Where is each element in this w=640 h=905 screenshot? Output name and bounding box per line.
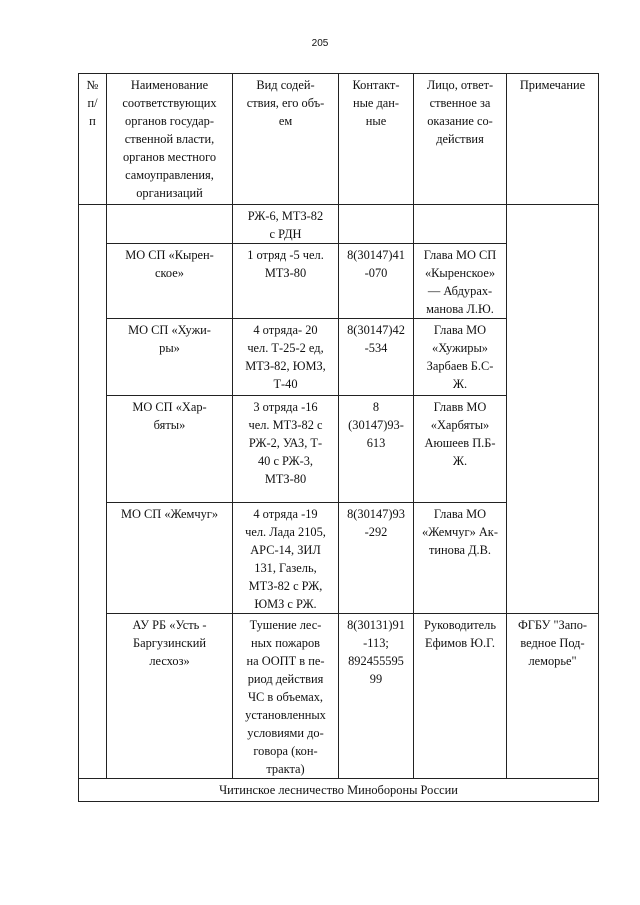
cell-organization: [107, 205, 233, 244]
header-note: Примечание: [507, 74, 599, 205]
cell-contact: 8(30131)91 -113; 892455595 99: [339, 614, 414, 779]
cell-assistance-type: 4 отряда -19 чел. Лада 2105, АРС-14, ЗИЛ 131, Газель, МТЗ-82 с РЖ, ЮМЗ с РЖ.: [233, 503, 339, 614]
cell-assistance-type: Тушение лес- ных пожаров на ООПТ в пе- риод действия ЧС в объемах, установленных условиями до- говора (кон- тракта): [233, 614, 339, 779]
cell-contact: [339, 205, 414, 244]
header-assistance-type: Вид содей- ствия, его объ- ем: [233, 74, 339, 205]
cell-note-merged: [507, 205, 599, 614]
table-row: [79, 205, 599, 244]
cell-contact: 8(30147)42 -534: [339, 319, 414, 396]
assistance-table: [78, 73, 599, 802]
cell-contact: 8(30147)93 -292: [339, 503, 414, 614]
table-header-row: [79, 74, 599, 205]
table-section-row: [79, 779, 599, 802]
cell-responsible-person: [414, 205, 507, 244]
cell-responsible-person: Глава МО СП «Кыренское» — Абдурах- манова Л.Ю.: [414, 244, 507, 319]
cell-responsible-person: Глава МО «Хужиры» Зарбаев Б.С- Ж.: [414, 319, 507, 396]
cell-contact: 8 (30147)93- 613: [339, 396, 414, 503]
cell-number: [79, 205, 107, 779]
cell-organization: МО СП «Кырен- ское»: [107, 244, 233, 319]
cell-organization: МО СП «Хар- бяты»: [107, 396, 233, 503]
cell-note: ФГБУ "Запо- ведное Под- леморье": [507, 614, 599, 779]
page-number: 205: [311, 38, 329, 49]
header-organization: Наименование соответствующих органов государ- ственной власти, органов местного самоуправления, организаций: [107, 74, 233, 205]
cell-assistance-type: 4 отряда- 20 чел. Т-25-2 ед, МТЗ-82, ЮМЗ, Т-40: [233, 319, 339, 396]
header-number: № п/ п: [79, 74, 107, 205]
cell-organization: АУ РБ «Усть - Баргузинский лесхоз»: [107, 614, 233, 779]
cell-responsible-person: Глава МО «Жемчуг» Ак- тинова Д.В.: [414, 503, 507, 614]
cell-responsible-person: Главв МО «Харбяты» Аюшеев П.Б- Ж.: [414, 396, 507, 503]
cell-organization: МО СП «Жемчуг»: [107, 503, 233, 614]
section-heading: Читинское лесничество Минобороны России: [79, 779, 599, 802]
cell-assistance-type: 3 отряда -16 чел. МТЗ-82 с РЖ-2, УАЗ, Т- 40 с РЖ-3, МТЗ-80: [233, 396, 339, 503]
header-responsible-person: Лицо, ответ- ственное за оказание со- действия: [414, 74, 507, 205]
table-row: [79, 614, 599, 779]
cell-assistance-type: РЖ-6, МТЗ-82 с РДН: [233, 205, 339, 244]
cell-assistance-type: 1 отряд -5 чел. МТЗ-80: [233, 244, 339, 319]
cell-organization: МО СП «Хужи- ры»: [107, 319, 233, 396]
cell-responsible-person: Руководитель Ефимов Ю.Г.: [414, 614, 507, 779]
cell-contact: 8(30147)41 -070: [339, 244, 414, 319]
header-contact: Контакт- ные дан- ные: [339, 74, 414, 205]
